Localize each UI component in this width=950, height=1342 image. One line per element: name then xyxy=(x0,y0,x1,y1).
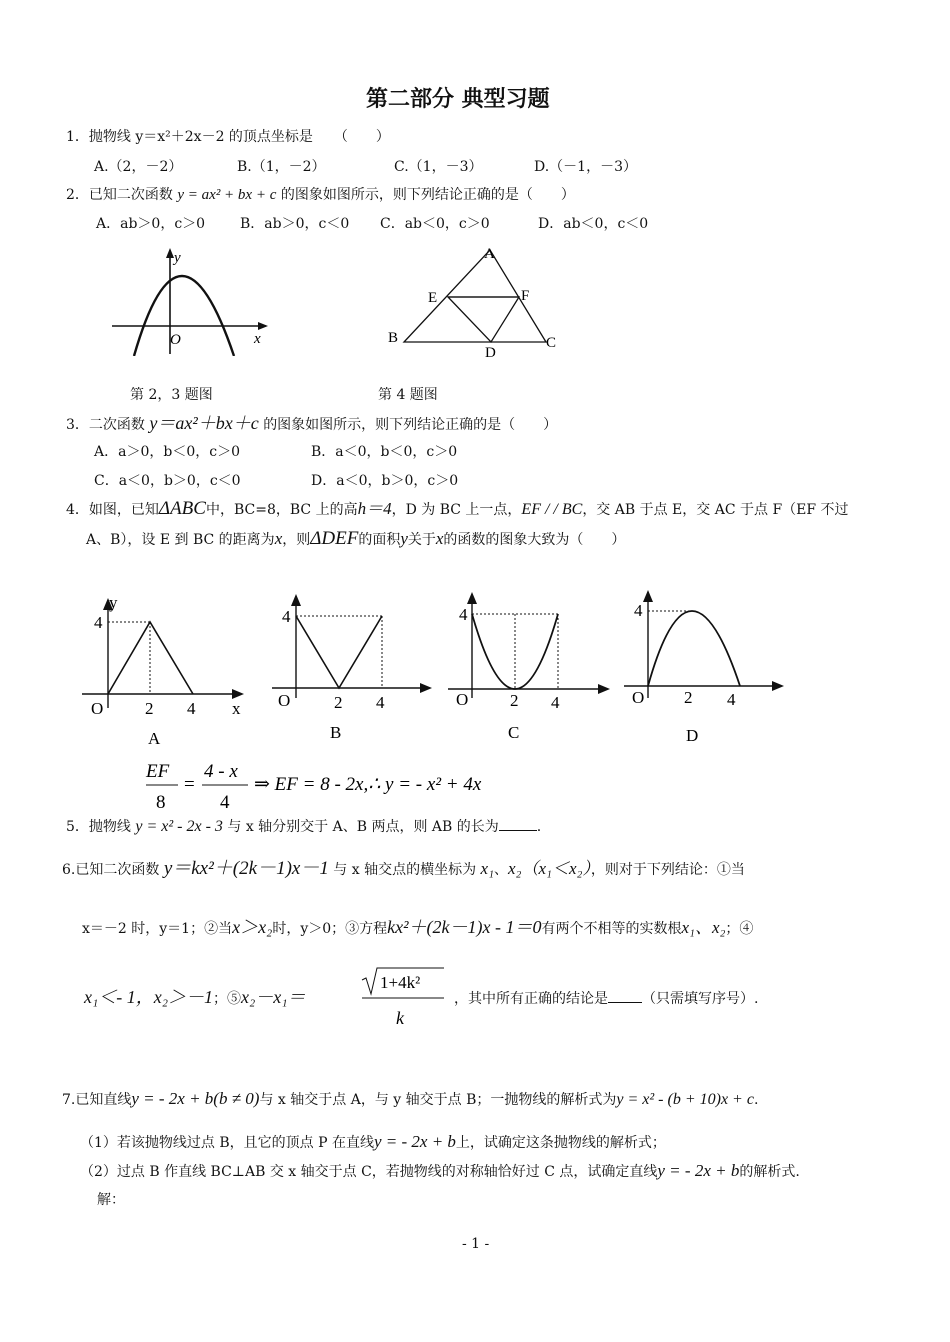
q4-line1 xyxy=(66,500,849,519)
graph-b-x-tick-4: 4 xyxy=(376,693,385,712)
solution-frac2-num: 4 - x xyxy=(204,761,238,782)
q5-stem-b: 与 x 轴分别交于 A、B 两点，则 AB 的长为 xyxy=(227,819,499,835)
q7-part1 xyxy=(80,1133,666,1152)
q6-x1: x₁ xyxy=(480,859,495,878)
q4-line1-d: ，交 AB 于点 E，交 AC 于点 F（EF 不过 xyxy=(582,502,849,518)
graph-a-x-tick-2: 2 xyxy=(145,699,154,718)
graph-d xyxy=(624,586,792,750)
q1-option-a: A.（2，－2） xyxy=(94,159,183,175)
q4-line2-e: 的函数的图象大致为（ ） xyxy=(443,532,626,548)
q7-line1-c: . xyxy=(753,1092,759,1108)
solution-rest: ⇒ EF = 8 - 2x,∴ y = - x² + 4x xyxy=(254,774,482,795)
q6-condition: （x₁＜x₂） xyxy=(521,859,591,878)
q5-answer-blank[interactable] xyxy=(499,816,537,831)
figure-q4 xyxy=(380,244,580,364)
q6-line3-c: x₂－x₁＝ xyxy=(241,987,306,1007)
q4-triangle-def: ΔDEF xyxy=(310,528,359,549)
graph-b-y-tick: 4 xyxy=(282,607,291,626)
q1-option-d: D.（－1，－3） xyxy=(534,159,637,175)
q7-answer-label: 解： xyxy=(97,1192,125,1208)
solution-frac2-den: 4 xyxy=(220,792,230,813)
q2-formula: y = ax² + bx + c xyxy=(177,187,277,203)
q7-line1-a: 7.已知直线 xyxy=(62,1092,132,1108)
q6-line3 xyxy=(84,988,306,1008)
q4-ef-expr: EF / / BC xyxy=(521,501,583,518)
q2-stem-a: 2．已知二次函数 xyxy=(66,187,173,203)
graph-a-origin: O xyxy=(91,699,104,718)
fig4-point-a: A xyxy=(484,246,495,262)
q5-stem-c: . xyxy=(536,819,542,835)
q7-part2 xyxy=(80,1162,800,1181)
q6-line2-a: x＝－2 时，y＝1；②当 xyxy=(82,921,233,937)
q4-y-var: y xyxy=(400,529,408,548)
q6-line1-a: 6.已知二次函数 xyxy=(62,862,160,878)
q6-line2-c: 有两个不相等的实数根 xyxy=(541,921,682,937)
graph-d-origin: O xyxy=(632,688,645,707)
q1-option-b: B.（1，－2） xyxy=(237,159,326,175)
fig23-caption: 第 2，3 题图 xyxy=(130,387,213,403)
graph-b xyxy=(268,590,438,750)
solution-frac1-num: EF xyxy=(146,761,170,782)
graph-a-label: A xyxy=(148,729,161,748)
fig23-y-label: y xyxy=(174,250,181,266)
page-title: 第二部分 典型习题 xyxy=(366,87,550,112)
graph-d-y-tick: 4 xyxy=(634,601,643,620)
fig23-origin-label: O xyxy=(170,332,181,348)
graph-c-label: C xyxy=(508,723,520,742)
q6-line3-b: ；⑤ xyxy=(213,991,241,1007)
svg-text:=: = xyxy=(184,774,195,795)
graph-b-x-tick-2: 2 xyxy=(334,693,343,712)
graph-b-origin: O xyxy=(278,691,291,710)
graph-c xyxy=(446,588,618,750)
q3-stem xyxy=(66,414,557,434)
q2-option-d: D．ab＜0，c＜0 xyxy=(538,216,649,232)
q4-x-var-2: x xyxy=(435,529,444,548)
graph-d-label: D xyxy=(686,726,699,745)
q7-part1-a: （1）若该抛物线过点 B，且它的顶点 P 在直线 xyxy=(80,1135,374,1151)
q3-option-b: B．a＜0，b＜0，c＞0 xyxy=(311,444,458,460)
page-number: - 1 - xyxy=(462,1236,490,1252)
q4-line1-c: ，D 为 BC 上一点， xyxy=(391,502,522,518)
q6-x2: x₂ xyxy=(508,859,522,878)
q6-formula2: kx²＋(2k－1)x - 1＝0 xyxy=(387,917,542,937)
graph-a-x-tick-4: 4 xyxy=(187,699,196,718)
q6-line2-d: ；④ xyxy=(725,921,754,937)
q6-line2 xyxy=(82,918,753,938)
q6-line3-a: x₁＜- 1，x₂＞－1 xyxy=(84,987,213,1007)
graph-c-y-tick: 4 xyxy=(459,605,468,624)
q5-stem-a: 5．抛物线 xyxy=(66,819,131,835)
q6-line3-e: （只需填写序号）. xyxy=(642,991,759,1007)
q3-option-d: D．a＜0，b＞0，c＞0 xyxy=(311,473,459,489)
figure-q23 xyxy=(108,244,278,356)
q6-sqrt-expr: 1+4k² xyxy=(380,973,421,992)
graph-c-origin: O xyxy=(456,690,469,709)
q7-line1-b: 与 x 轴交于点 A，与 y 轴交于点 B；一抛物线的解析式为 xyxy=(259,1092,617,1108)
q5-formula: y = x² - 2x - 3 xyxy=(135,818,223,835)
q3-option-a: A．a＞0，b＜0，c＞0 xyxy=(94,444,240,460)
q5 xyxy=(66,816,541,836)
q6-formula1: y＝kx²＋(2k－1)x－1 xyxy=(163,858,329,879)
fig4-point-f: F xyxy=(521,288,530,304)
q4-height-expr: h＝4 xyxy=(357,499,392,518)
graph-a-y-tick: 4 xyxy=(94,613,103,632)
graph-b-label: B xyxy=(330,723,342,742)
q7-part2-a: （2）过点 B 作直线 BC⊥AB 交 x 轴交于点 C，若抛物线的对称轴恰好过 C 点，试确定直线 xyxy=(80,1164,658,1180)
graph-a xyxy=(78,590,258,750)
q4-line1-a: 4．如图，已知 xyxy=(66,502,159,518)
q2-option-a: A．ab＞0，c＞0 xyxy=(96,216,206,232)
fig4-point-b: B xyxy=(388,330,399,346)
q6-line2-b: 时，y＞0；③方程 xyxy=(272,921,388,937)
q3-option-c: C．a＜0，b＞0，c＜0 xyxy=(94,473,241,489)
q4-line2-c: 的面积 xyxy=(358,532,401,548)
q6-den: k xyxy=(396,1008,404,1028)
q6-fraction xyxy=(358,966,448,1032)
fig23-x-label: x xyxy=(254,331,261,347)
q6-line3-tail xyxy=(454,988,758,1008)
fig4-point-c: C xyxy=(546,335,557,351)
q3-formula: y＝ax²＋bx＋c xyxy=(149,413,259,433)
solution-frac1-den: 8 xyxy=(156,792,166,813)
graph-a-y-axis-label: y xyxy=(109,593,118,612)
fig4-caption: 第 4 题图 xyxy=(378,387,438,403)
q4-triangle-abc: ΔABC xyxy=(158,498,206,519)
q7-formula1: y = - 2x + b(b ≠ 0) xyxy=(131,1089,260,1108)
q6-line3-d: ，其中所有正确的结论是 xyxy=(454,991,608,1007)
q2-stem-b: 的图象如图所示，则下列结论正确的是（ ） xyxy=(280,187,575,203)
q6-answer-blank[interactable] xyxy=(608,988,642,1003)
fig4-point-e: E xyxy=(428,290,438,306)
q6-gt-expr: x＞x₂ xyxy=(232,917,273,937)
q2-option-b: B．ab＞0，c＜0 xyxy=(240,216,350,232)
q6-roots: x₁、x₂ xyxy=(681,918,726,937)
q3-stem-a: 3．二次函数 xyxy=(66,417,145,433)
q4-line2-b: ，则 xyxy=(282,532,311,548)
q4-line2 xyxy=(86,530,625,549)
graph-c-x-tick-2: 2 xyxy=(510,691,519,710)
q3-stem-b: 的图象如图所示，则下列结论正确的是（ ） xyxy=(263,417,558,433)
q4-line2-a: A、B），设 E 到 BC 的距离为 xyxy=(86,532,275,548)
graph-d-x-tick-2: 2 xyxy=(684,688,693,707)
q1-stem: 1．抛物线 y＝x²＋2x－2 的顶点坐标是 （ ） xyxy=(66,129,390,145)
q4-line2-d: 关于 xyxy=(407,532,436,548)
graph-d-x-tick-4: 4 xyxy=(727,690,736,709)
q7-formula2: y = x² - (b + 10)x + c xyxy=(616,1091,754,1108)
q7-part1-b: 上，试确定这条抛物线的解析式； xyxy=(455,1135,666,1151)
q1-option-c: C.（1，－3） xyxy=(394,159,483,175)
q2-option-c: C．ab＜0，c＞0 xyxy=(380,216,490,232)
q6-line1-b: 与 x 轴交点的横坐标为 xyxy=(333,862,477,878)
q2-stem xyxy=(66,186,575,204)
q4-solution xyxy=(140,752,560,816)
q7-line1 xyxy=(62,1090,758,1109)
q6-line1: 6.已知二次函数 y＝kx²＋(2k－1)x－1 与 x 轴交点的横坐标为 x₁、x₂（x₁＜x₂），则对于下列结论：①当 xyxy=(62,858,745,879)
fig4-point-d: D xyxy=(485,345,496,361)
q7-part1-formula: y = - 2x + b xyxy=(373,1132,456,1151)
graph-c-x-tick-4: 4 xyxy=(551,693,560,712)
q7-part2-b: 的解析式. xyxy=(739,1164,800,1180)
q4-line1-b: 中，BC=8，BC 上的高 xyxy=(205,502,358,518)
q7-part2-formula: y = - 2x + b xyxy=(657,1161,740,1180)
q4-x-var: x xyxy=(274,529,283,548)
graph-a-x-axis-label: x xyxy=(232,699,241,718)
q6-line1-c: ，则对于下列结论：①当 xyxy=(590,862,745,878)
